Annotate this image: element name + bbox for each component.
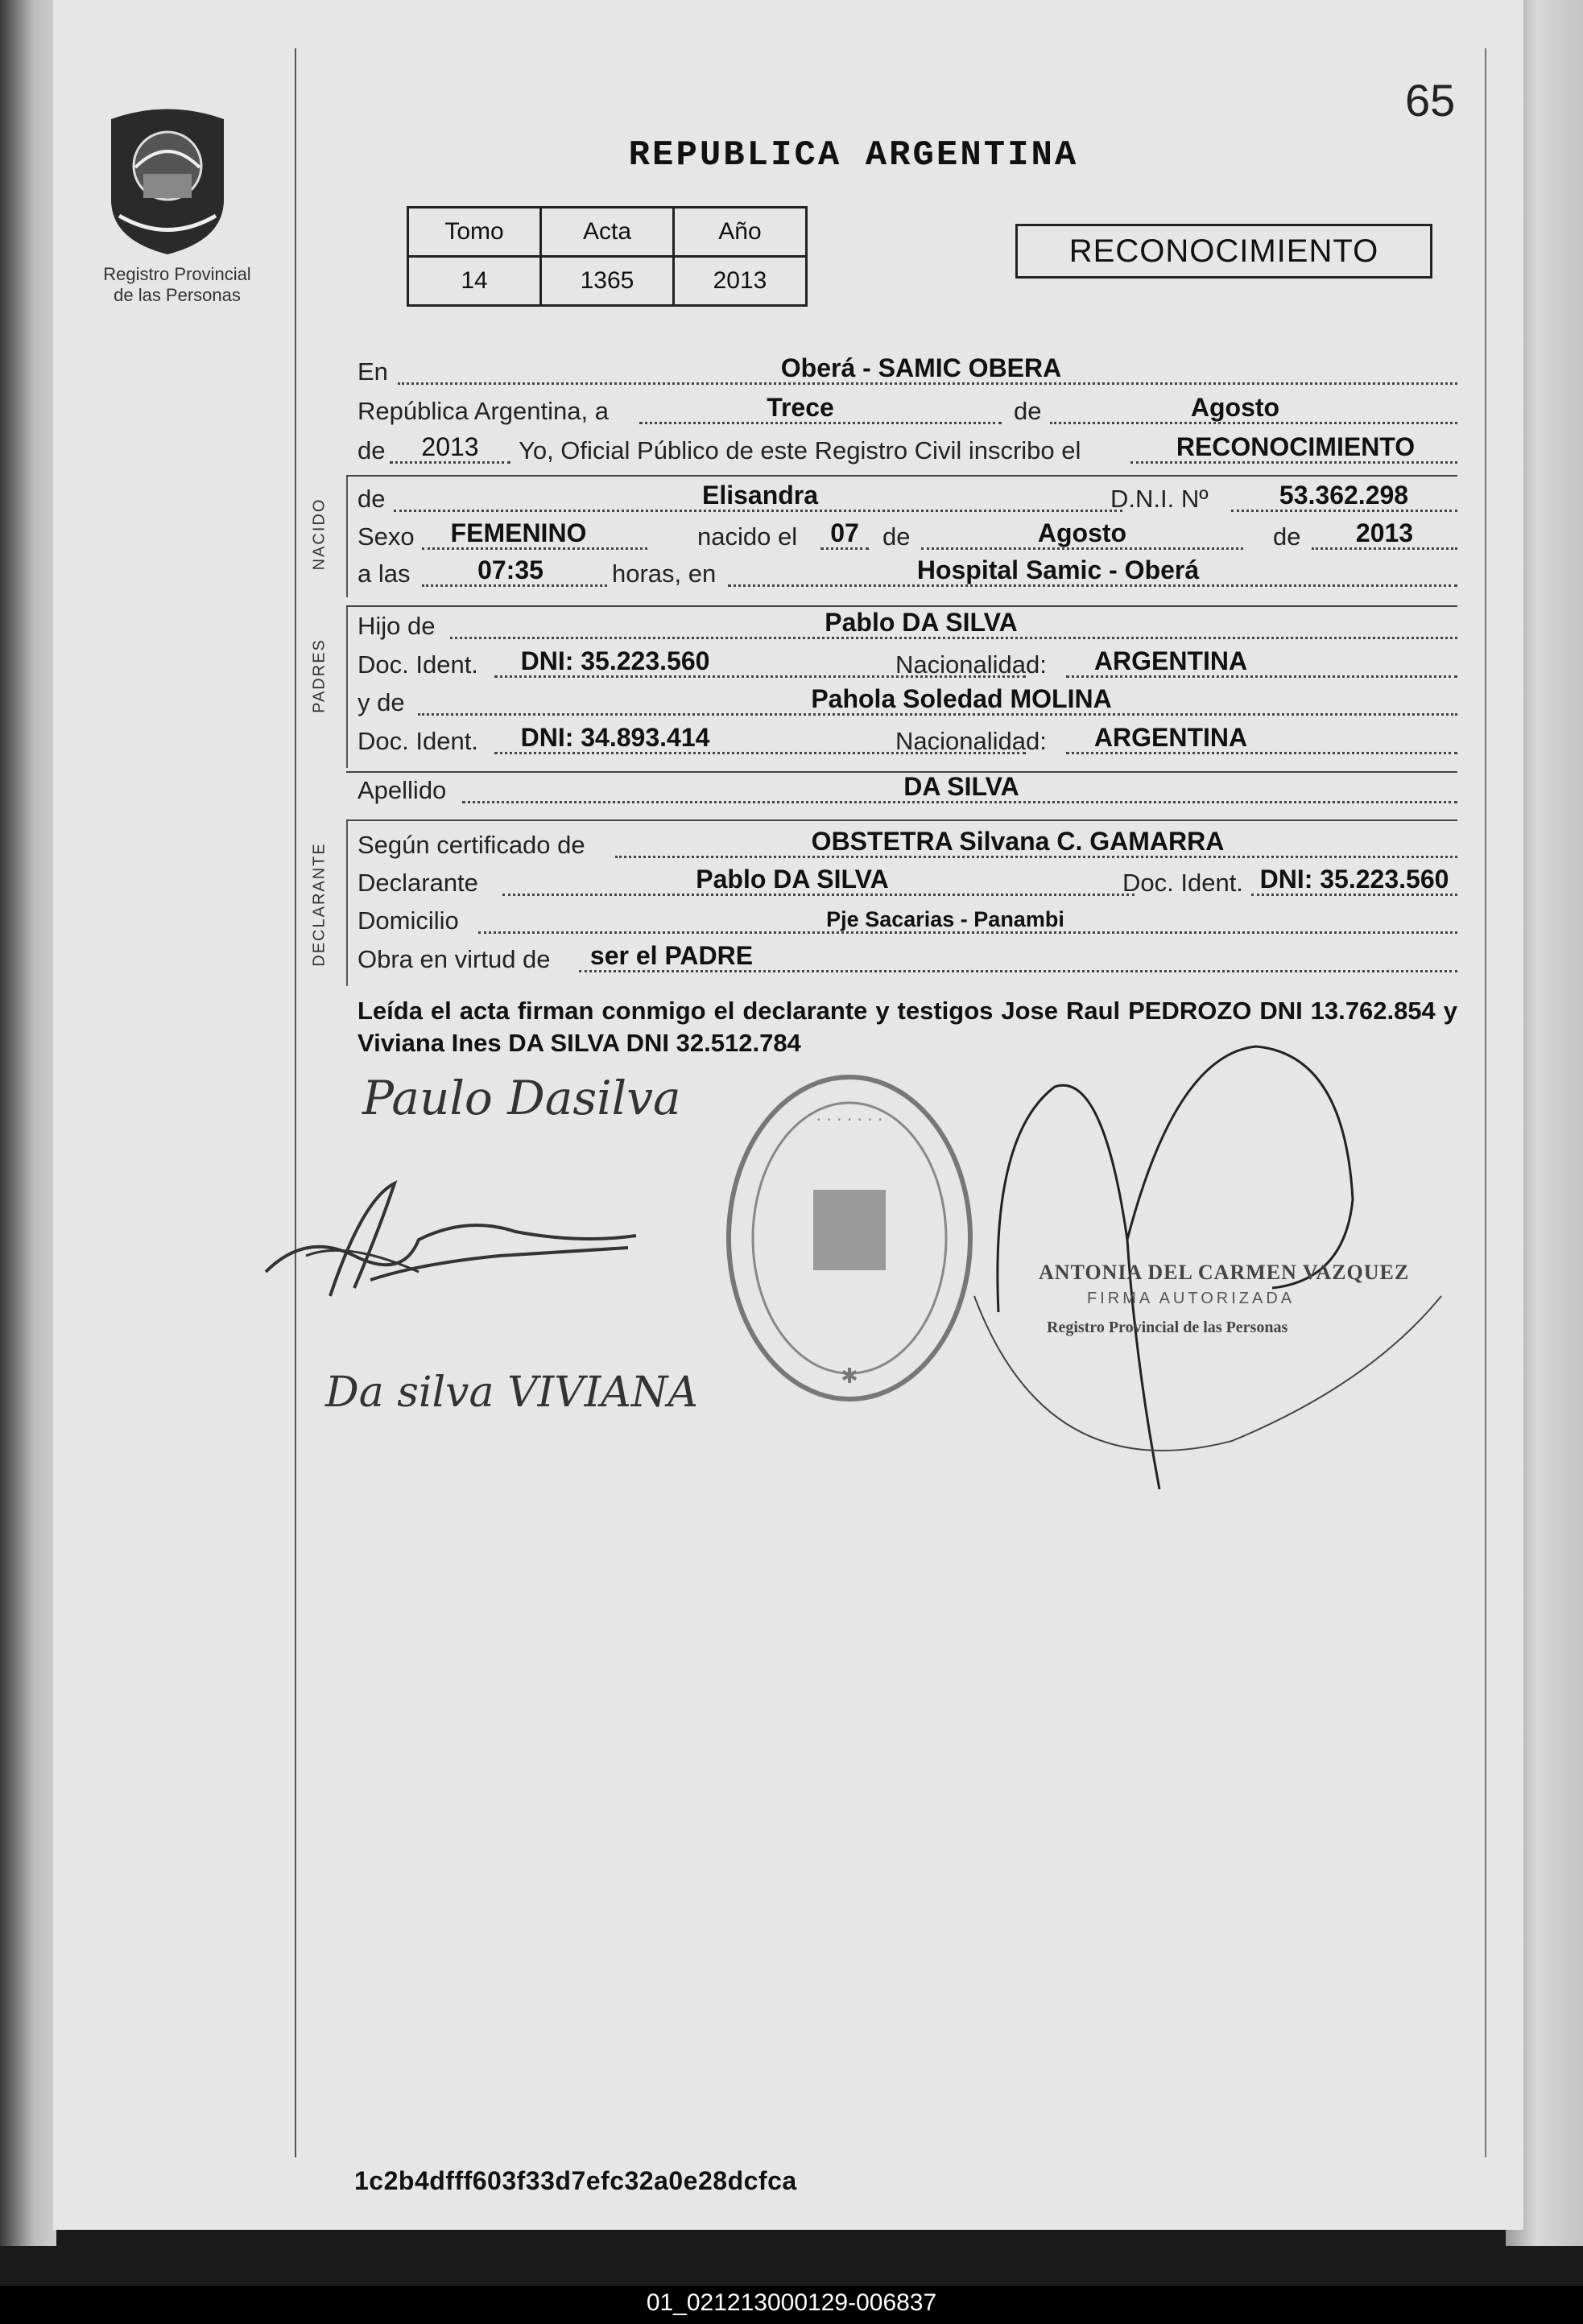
value-apellido: DA SILVA bbox=[903, 772, 1019, 801]
row-fecha bbox=[358, 393, 1457, 427]
value-hora: 07:35 bbox=[477, 555, 544, 584]
table-header-tomo: Tomo bbox=[408, 208, 541, 257]
label-sexo: Sexo bbox=[358, 522, 415, 551]
value-obra: ser el PADRE bbox=[589, 941, 754, 970]
label-nac2: Nacionalidad: bbox=[895, 727, 1047, 755]
value-mes: Agosto bbox=[1190, 393, 1280, 422]
provincia-de-misiones-seal-icon bbox=[103, 103, 232, 256]
value-domicilio: Pje Sacarias - Panambi bbox=[826, 907, 1064, 931]
table-value-acta: 1365 bbox=[541, 257, 674, 306]
row-nombre bbox=[358, 481, 1457, 515]
row-en bbox=[358, 353, 1457, 388]
label-lugar: horas, en bbox=[612, 559, 717, 588]
value-padre: Pablo DA SILVA bbox=[825, 608, 1018, 637]
logo-caption-line1: Registro Provincial bbox=[103, 264, 251, 284]
label-doc3: Doc. Ident. bbox=[1122, 869, 1243, 897]
label-doc1: Doc. Ident. bbox=[358, 650, 478, 679]
section-bar-padres bbox=[346, 607, 348, 768]
value-lugar: Hospital Samic - Oberá bbox=[916, 555, 1200, 584]
section-bar-nacido bbox=[346, 477, 348, 597]
row-apellido bbox=[358, 772, 1457, 807]
label-domicilio: Domicilio bbox=[358, 906, 459, 935]
side-label-padres: PADRES bbox=[310, 638, 329, 713]
left-page-edge bbox=[0, 0, 56, 2246]
side-label-nacido: NACIDO bbox=[310, 497, 329, 571]
row-hijo bbox=[358, 608, 1457, 642]
table-header-anio: Año bbox=[674, 208, 807, 257]
label-nacido: nacido el bbox=[697, 522, 798, 551]
svg-text:✱: ✱ bbox=[841, 1364, 858, 1389]
row-doc2 bbox=[358, 723, 1457, 757]
file-label: 01_021213000129-006837 bbox=[646, 2289, 937, 2316]
section-divider bbox=[346, 605, 1457, 607]
value-nac-anio: 2013 bbox=[1355, 518, 1414, 547]
label-nac-de: de bbox=[882, 522, 911, 551]
closing-text: Leída el acta firman conmigo el declarante y testigos Jose Raul PEDROZO DNI 13.762.854 y Viviana Ines DA SILVA DNI 32.512.784 bbox=[358, 997, 1457, 1057]
value-nac1: ARGENTINA bbox=[1093, 646, 1248, 675]
label-declarante: Declarante bbox=[358, 869, 478, 897]
register-table bbox=[407, 206, 808, 307]
row-obra bbox=[358, 941, 1457, 976]
value-declarante: Pablo DA SILVA bbox=[696, 865, 889, 894]
value-anio: 2013 bbox=[421, 432, 479, 461]
label-apellido: Apellido bbox=[358, 776, 447, 804]
official-signature-icon bbox=[966, 1038, 1449, 1538]
page-number: 65 bbox=[1405, 75, 1456, 126]
value-doc2: DNI: 34.893.414 bbox=[520, 723, 710, 752]
value-doc3: DNI: 35.223.560 bbox=[1259, 865, 1449, 894]
row-declarante bbox=[358, 865, 1457, 899]
signature-witness-viviana: Da silva VIVIANA bbox=[325, 1368, 698, 1417]
logo-caption bbox=[81, 264, 274, 306]
label-nombre: de bbox=[358, 485, 386, 513]
label-hijo: Hijo de bbox=[358, 612, 436, 640]
row-oficial bbox=[358, 432, 1457, 467]
section-divider bbox=[346, 819, 1457, 821]
document-type-box: RECONOCIMIENTO bbox=[1015, 224, 1432, 279]
section-divider bbox=[346, 475, 1457, 477]
registry-oval-stamp-icon bbox=[717, 1061, 982, 1415]
label-republica: República Argentina, a bbox=[358, 397, 609, 425]
label-hora: a las bbox=[358, 559, 411, 588]
label-oficial: Yo, Oficial Público de este Registro Civil inscribo el bbox=[519, 436, 1081, 464]
label-yde: y de bbox=[358, 688, 405, 716]
row-sexo bbox=[358, 518, 1457, 553]
value-certificado: OBSTETRA Silvana C. GAMARRA bbox=[811, 827, 1225, 856]
label-nac1: Nacionalidad: bbox=[895, 650, 1047, 679]
label-nac-anio: de bbox=[1273, 522, 1301, 551]
official-name: ANTONIA DEL CARMEN VAZQUEZ bbox=[1039, 1261, 1410, 1284]
value-dni: 53.362.298 bbox=[1279, 481, 1409, 510]
label-doc2: Doc. Ident. bbox=[358, 727, 478, 755]
value-tipo: RECONOCIMIENTO bbox=[1176, 432, 1416, 461]
value-dia: Trece bbox=[767, 393, 834, 422]
row-hora bbox=[358, 555, 1457, 590]
official-org: Registro Provincial de las Personas bbox=[1047, 1319, 1288, 1336]
row-madre bbox=[358, 684, 1457, 719]
value-sexo: FEMENINO bbox=[450, 518, 587, 547]
value-nac-dia: 07 bbox=[830, 518, 859, 547]
document-hash: 1c2b4dfff603f33d7efc32a0e28dcfca bbox=[354, 2166, 797, 2195]
svg-text:· · · · · · ·: · · · · · · · bbox=[816, 1110, 883, 1129]
value-doc1: DNI: 35.223.560 bbox=[520, 646, 710, 675]
section-bar-declarante bbox=[346, 821, 348, 986]
value-nac-mes: Agosto bbox=[1037, 518, 1127, 547]
value-madre: Pahola Soledad MOLINA bbox=[811, 684, 1112, 713]
table-value-anio: 2013 bbox=[674, 257, 807, 306]
row-doc1 bbox=[358, 646, 1457, 681]
side-label-declarante: DECLARANTE bbox=[310, 842, 329, 967]
label-anio: de bbox=[358, 436, 386, 464]
signature-witness-scribble-icon bbox=[258, 1167, 644, 1304]
label-obra: Obra en virtud de bbox=[358, 945, 551, 973]
row-domicilio bbox=[358, 908, 1457, 937]
label-dni: D.N.I. Nº bbox=[1110, 485, 1209, 513]
label-en: En bbox=[358, 357, 388, 386]
value-nombre: Elisandra bbox=[701, 481, 819, 510]
value-nac2: ARGENTINA bbox=[1093, 723, 1248, 752]
table-header-acta: Acta bbox=[541, 208, 674, 257]
label-certificado: Según certificado de bbox=[358, 831, 585, 859]
official-role: FIRMA AUTORIZADA bbox=[1087, 1290, 1296, 1307]
row-certificado bbox=[358, 827, 1457, 861]
label-de: de bbox=[1014, 397, 1042, 425]
value-en: Oberá - SAMIC OBERA bbox=[780, 353, 1062, 382]
signature-declarante: Paulo Dasilva bbox=[362, 1071, 681, 1125]
document-title: REPUBLICA ARGENTINA bbox=[628, 135, 1079, 175]
logo-caption-line2: de las Personas bbox=[114, 285, 241, 305]
table-value-tomo: 14 bbox=[408, 257, 541, 306]
